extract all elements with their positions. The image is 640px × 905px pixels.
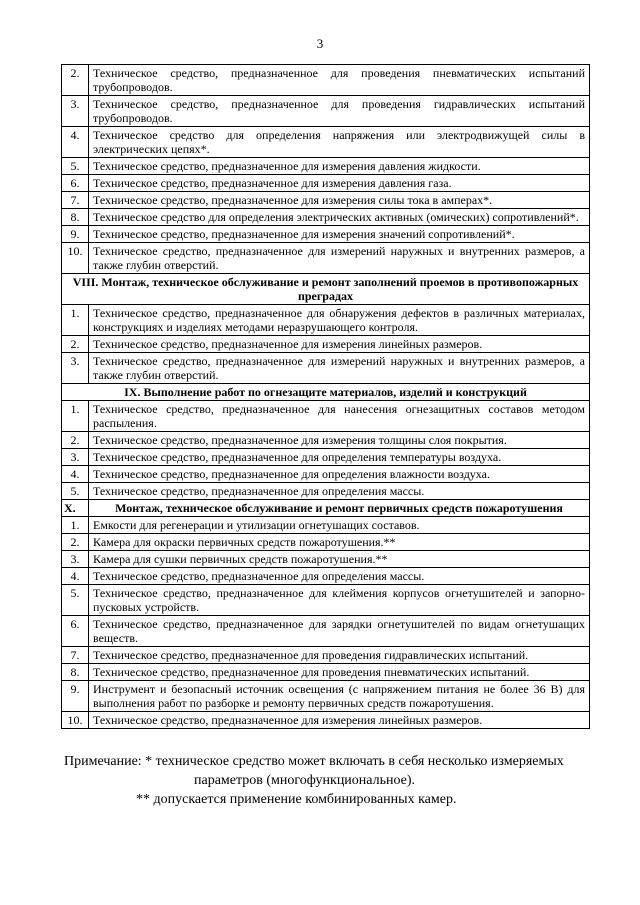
row-number: 3. (62, 551, 89, 568)
table-row (62, 209, 590, 226)
table-row (62, 449, 590, 466)
row-number: 5. (62, 585, 89, 616)
row-text: Техническое средство, предназначенное для нанесения огнезащитных составов методом распыления. (89, 401, 590, 432)
table-row (62, 192, 590, 209)
section-heading-ix (62, 384, 590, 401)
section-heading-viii (62, 274, 590, 305)
row-text: Инструмент и безопасный источник освещения (с напряжением питания не более 36 В) для выполнения работ по разборке и ремонту первичных средств пожаротушения. (89, 681, 590, 712)
row-number: 3. (62, 353, 89, 384)
row-text: Техническое средство, предназначенное для зарядки огнетушителей по видам огнетушащих веществ. (89, 616, 590, 647)
row-number: 3. (62, 96, 89, 127)
footnote-line-2: параметров (многофункциональное). (194, 773, 416, 788)
row-text: Техническое средство, предназначенное для проведения гидравлических испытаний. (89, 647, 590, 664)
row-text: Техническое средство, предназначенное для обнаружения дефектов в различных материалах, конструкциях и изделиях методами неразрушающего контроля. (89, 305, 590, 336)
row-number: 2. (62, 336, 89, 353)
row-text: Техническое средство, предназначенное для измерения линейных размеров. (89, 712, 590, 729)
table-row (62, 483, 590, 500)
row-number: 9. (62, 681, 89, 712)
section-title: Монтаж, техническое обслуживание и ремонт первичных средств пожаротушения (89, 500, 590, 517)
table-row (62, 243, 590, 274)
row-number: 6. (62, 175, 89, 192)
row-number: 4. (62, 127, 89, 158)
row-number: 10. (62, 243, 89, 274)
row-text: Техническое средство, предназначенное для измерений наружных и внутренних размеров, а также глубин отверстий. (89, 353, 590, 384)
row-text: Техническое средство, предназначенное для измерения линейных размеров. (89, 336, 590, 353)
row-text: Техническое средство, предназначенное для определения массы. (89, 483, 590, 500)
row-text: Техническое средство, предназначенное для проведения пневматических испытаний трубопроводов. (89, 65, 590, 96)
row-text: Камера для сушки первичных средств пожаротушения.** (89, 551, 590, 568)
row-number: 2. (62, 432, 89, 449)
table-row (62, 712, 590, 729)
table-row (62, 336, 590, 353)
table-row (62, 96, 590, 127)
table-row (62, 585, 590, 616)
table-row (62, 616, 590, 647)
row-number: 4. (62, 568, 89, 585)
row-number: 5. (62, 158, 89, 175)
table-row (62, 534, 590, 551)
table-row (62, 226, 590, 243)
table-row (62, 158, 590, 175)
row-number: 4. (62, 466, 89, 483)
table-row (62, 65, 590, 96)
section-number: X. (62, 500, 89, 517)
row-number: 10. (62, 712, 89, 729)
footnote (64, 752, 612, 809)
row-number: 1. (62, 517, 89, 534)
table-row (62, 175, 590, 192)
table-row (62, 681, 590, 712)
row-text: Техническое средство, предназначенное для измерения силы тока в амперах*. (89, 192, 590, 209)
table-row (62, 647, 590, 664)
row-text: Техническое средство, предназначенное для определения массы. (89, 568, 590, 585)
row-number: 5. (62, 483, 89, 500)
row-text: Техническое средство, предназначенное для проведения пневматических испытаний. (89, 664, 590, 681)
table-row (62, 568, 590, 585)
row-number: 8. (62, 664, 89, 681)
row-number: 9. (62, 226, 89, 243)
row-number: 1. (62, 401, 89, 432)
table-row (62, 432, 590, 449)
row-text: Техническое средство, предназначенное для измерений наружных и внутренних размеров, а также глубин отверстий. (89, 243, 590, 274)
row-text: Техническое средство, предназначенное для измерения толщины слоя покрытия. (89, 432, 590, 449)
row-text: Техническое средство, предназначенное для клеймения корпусов огнетушителей и запорно-пусковых устройств. (89, 585, 590, 616)
row-text: Техническое средство, предназначенное для определения влажности воздуха. (89, 466, 590, 483)
table-row (62, 127, 590, 158)
footnote-line-3: ** допускается применение комбинированных камер. (136, 792, 457, 807)
row-text: Техническое средство для определения электрических активных (омических) сопротивлений*. (89, 209, 590, 226)
section-title: IX. Выполнение работ по огнезащите материалов, изделий и конструкций (62, 384, 590, 401)
row-text: Техническое средство, предназначенное для измерения давления жидкости. (89, 158, 590, 175)
row-text: Камера для окраски первичных средств пожаротушения.** (89, 534, 590, 551)
row-number: 2. (62, 534, 89, 551)
row-text: Техническое средство, предназначенное для определения температуры воздуха. (89, 449, 590, 466)
row-text: Емкости для регенерации и утилизации огнетушащих составов. (89, 517, 590, 534)
row-text: Техническое средство, предназначенное для измерения давления газа. (89, 175, 590, 192)
row-text: Техническое средство для определения напряжения или электродвижущей силы в электрических цепях*. (89, 127, 590, 158)
row-number: 2. (62, 65, 89, 96)
row-number: 6. (62, 616, 89, 647)
row-number: 8. (62, 209, 89, 226)
table-row (62, 401, 590, 432)
section-heading-x (62, 500, 590, 517)
table-row (62, 353, 590, 384)
page-number: 3 (316, 36, 324, 51)
footnote-line-1: Примечание: * техническое средство может включать в себя несколько измеряемых (64, 754, 564, 769)
row-number: 3. (62, 449, 89, 466)
table-row (62, 466, 590, 483)
table-row (62, 517, 590, 534)
row-number: 7. (62, 647, 89, 664)
table-row (62, 305, 590, 336)
table-row (62, 664, 590, 681)
row-number: 7. (62, 192, 89, 209)
row-number: 1. (62, 305, 89, 336)
table-row (62, 551, 590, 568)
section-title: VIII. Монтаж, техническое обслуживание и ремонт заполнений проемов в противопожарных преградах (62, 274, 590, 305)
row-text: Техническое средство, предназначенное для измерения значений сопротивлений*. (89, 226, 590, 243)
row-text: Техническое средство, предназначенное для проведения гидравлических испытаний трубопроводов. (89, 96, 590, 127)
equipment-table (61, 64, 590, 729)
